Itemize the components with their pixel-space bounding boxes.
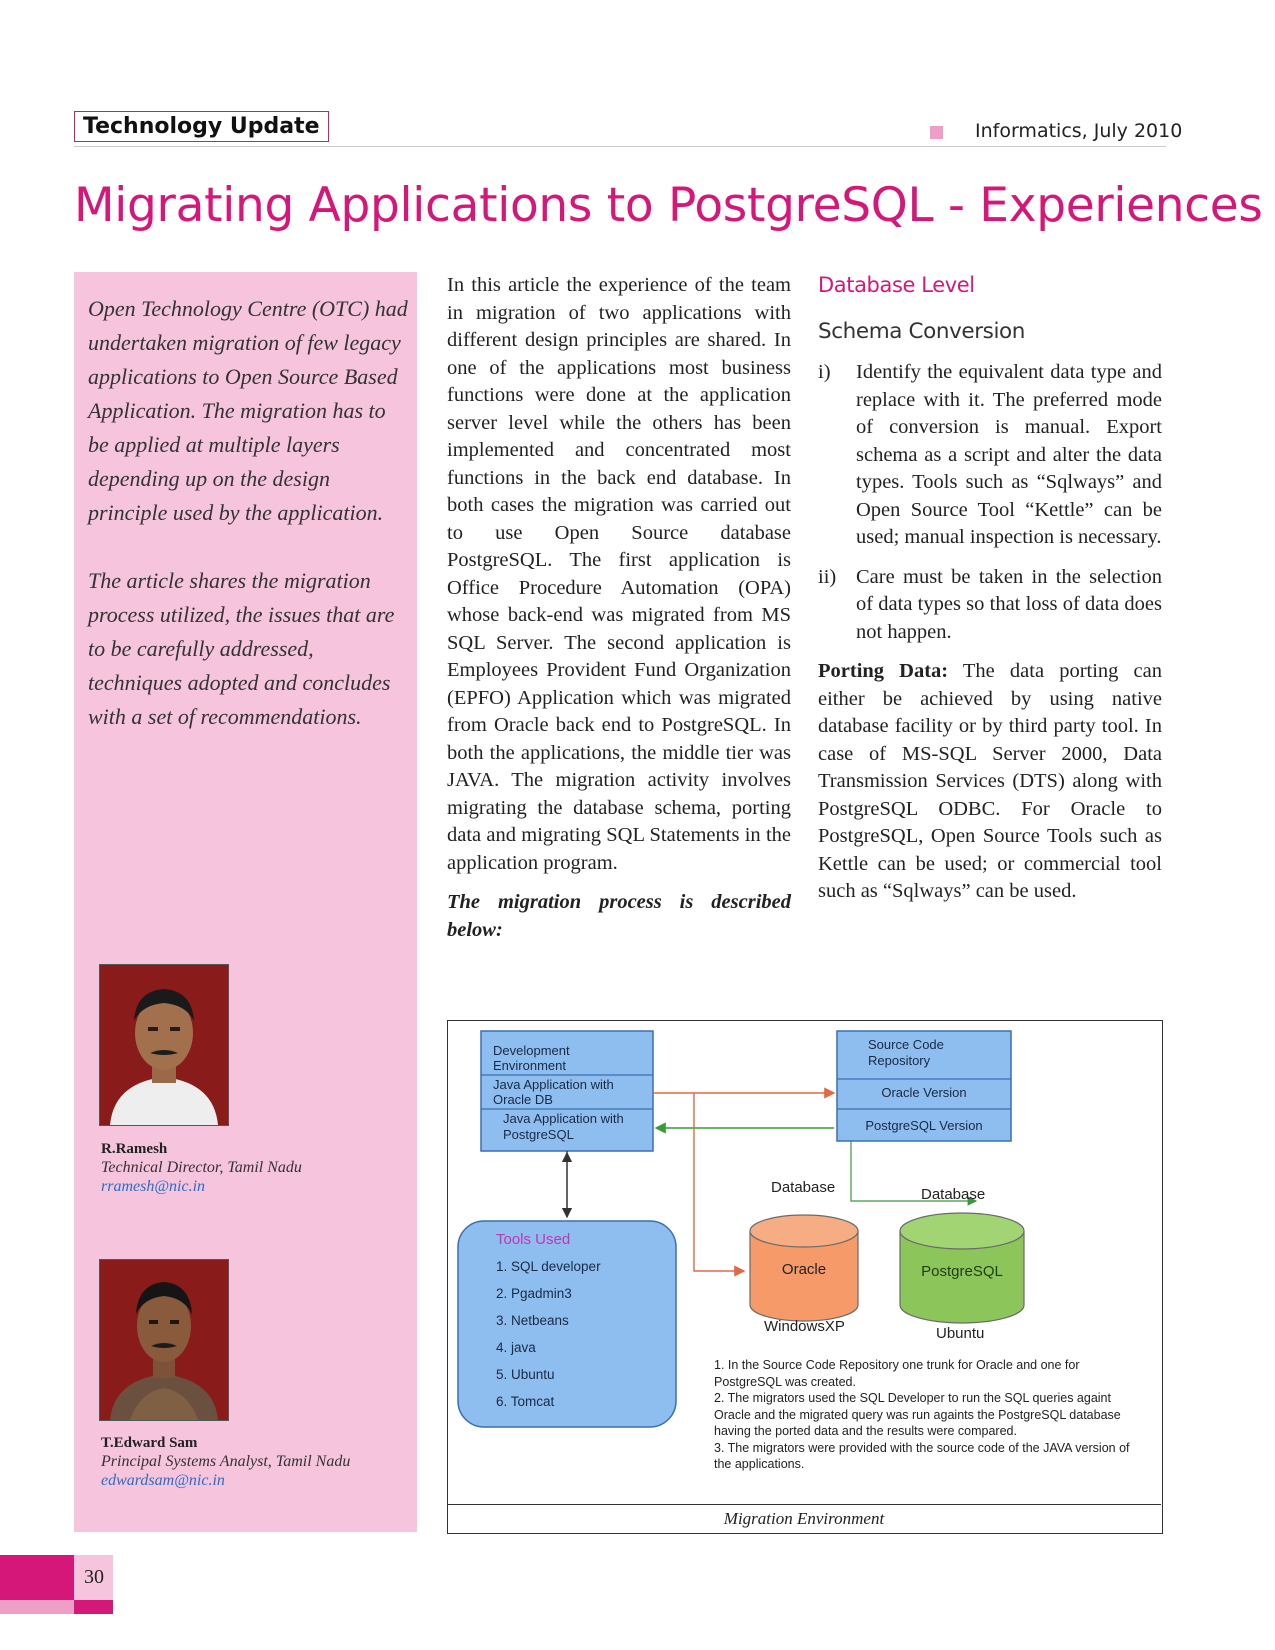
- postgres-name: PostgreSQL: [921, 1263, 1003, 1280]
- abstract: [88, 292, 408, 768]
- page-number-stripe: [0, 1600, 74, 1614]
- diagram-note: 3. The migrators were provided with the source code of the JAVA version of the applications.: [714, 1440, 1130, 1471]
- oracle-db-label: Database: [771, 1179, 836, 1196]
- author-name: R.Ramesh: [101, 1141, 168, 1157]
- process-lead: The migration process is described below:: [447, 891, 791, 941]
- author-email[interactable]: edwardsam@nic.in: [101, 1472, 225, 1489]
- oracle-name: Oracle: [781, 1261, 827, 1278]
- tool-item: 5. Ubuntu: [496, 1367, 555, 1382]
- list-item: [818, 564, 1162, 647]
- author-photo: [99, 1259, 229, 1421]
- list-item: [818, 359, 1162, 552]
- issue-label: Informatics, July 2010: [975, 120, 1183, 142]
- list-item-text: Care must be taken in the selection of data types so that loss of data does not happen.: [856, 565, 1162, 643]
- author-name: T.Edward Sam: [101, 1435, 198, 1451]
- author-role: Principal Systems Analyst, Tamil Nadu: [101, 1453, 351, 1470]
- dev-env-row-postgres: Java Application with PostgreSQL: [503, 1111, 624, 1142]
- author-email[interactable]: rramesh@nic.in: [101, 1178, 206, 1195]
- tools-title: Tools Used: [496, 1231, 571, 1248]
- porting-paragraph: [818, 658, 1162, 906]
- porting-text: The data porting can either be achieved by using native database facility or by third party tool. In case of MS-SQL Server 2000, Data Transmission Services (DTS) along with PostgreSQL ODBC. For Oracle to PostgreSQL, Open Source Tools such as Kettle can be used; or commercial tool such as “Sqlways” can be used.: [818, 660, 1162, 902]
- header-rule: [74, 146, 1166, 147]
- db-level-heading: Database Level: [818, 273, 975, 297]
- figure-caption: Migration Environment: [447, 1504, 1161, 1533]
- body-column-right: [818, 272, 1162, 906]
- list-item-number: ii): [818, 565, 837, 588]
- postgres-db-label: Database: [921, 1186, 986, 1203]
- author-role: Technical Director, Tamil Nadu: [101, 1159, 302, 1176]
- tool-item: 2. Pgadmin3: [496, 1286, 572, 1301]
- author-photo: [99, 964, 229, 1126]
- intro-paragraph: In this article the experience of the team in migration of two applications with different design principles are shared. In one of the applications most business functions were done at the application server level while the others has been implemented and concentrated most functions in the back end database. In both cases the migration was carried out to use Open Source database PostgreSQL. The first application is Office Procedure Automation (OPA) whose back-end was migrated from MS SQL Server. The second application is Employees Provident Fund Organization (EPFO) Application which was migrated from Oracle back end to PostgreSQL. In both the applications, the middle tier was JAVA. The migration activity involves migrating the database schema, porting data and migrating SQL Statements in the application program.: [447, 274, 791, 874]
- postgres-os: Ubuntu: [936, 1325, 985, 1342]
- schema-heading: Schema Conversion: [818, 318, 1026, 344]
- abstract-paragraph: The article shares the migration process utilized, the issues that are to be carefully addressed, techniques adopted and concludes with a set of recommendations.: [88, 568, 395, 729]
- diagram-note: 1. In the Source Code Repository one trunk for Oracle and one for PostgreSQL was created.: [714, 1358, 1080, 1389]
- tool-item: 3. Netbeans: [496, 1313, 569, 1328]
- article-title: Migrating Applications to PostgreSQL - Experiences: [74, 178, 1263, 233]
- list-item-text: Identify the equivalent data type and replace with it. The preferred mode of conversion is manual. Export schema as a script and alter the data types. Tools such as “Sqlways” and Open Source Tool “Kettle” can be used; manual inspection is necessary.: [856, 361, 1162, 548]
- diagram-notes: [714, 1357, 1132, 1473]
- tool-item: 1. SQL developer: [496, 1259, 601, 1274]
- diagram-note: 2. The migrators used the SQL Developer to run the SQL queries againt Oracle and the migrated query was run againts the PostgreSQL database having the ported data and the results were compared.: [714, 1391, 1121, 1438]
- oracle-connector: [694, 1093, 744, 1271]
- porting-label: Porting Data:: [818, 660, 949, 682]
- repo-row-oracle: Oracle Version: [881, 1085, 967, 1100]
- body-column-middle: [447, 272, 791, 956]
- page-number: 30: [84, 1566, 104, 1588]
- dev-env-title: Development Environment: [493, 1043, 570, 1073]
- migration-diagram: [447, 1020, 1163, 1534]
- oracle-os: WindowsXP: [764, 1318, 845, 1335]
- repo-title: Source Code Repository: [868, 1037, 944, 1068]
- issue-marker-icon: [930, 126, 943, 139]
- section-tag: Technology Update: [74, 111, 329, 142]
- tool-item: 4. java: [496, 1340, 536, 1355]
- list-item-number: i): [818, 361, 831, 383]
- repo-row-postgres: PostgreSQL Version: [865, 1118, 983, 1133]
- dev-env-row-oracle: Java Application with Oracle DB: [493, 1077, 614, 1107]
- tool-item: 6. Tomcat: [496, 1394, 555, 1409]
- page-number-stripe: [74, 1600, 113, 1614]
- abstract-paragraph: Open Technology Centre (OTC) had undertaken migration of few legacy applications to Open Source Based Application. The migration has to be applied at multiple layers depending up on the design principle used by the application.: [88, 296, 408, 525]
